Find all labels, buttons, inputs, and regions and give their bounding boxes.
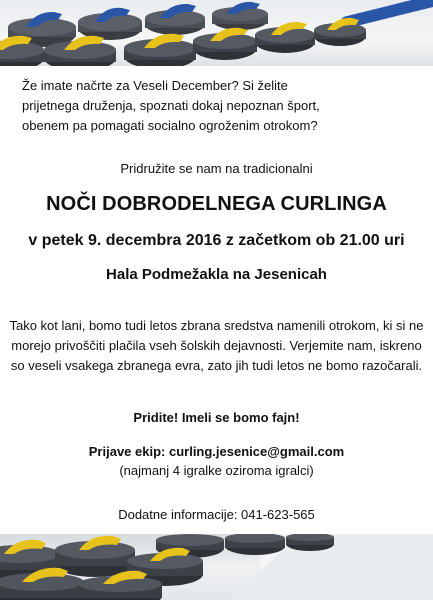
- team-signup-note: (najmanj 4 igralke oziroma igralci): [119, 463, 314, 478]
- curling-stones-bottom-illustration: [0, 534, 433, 600]
- invite-line: Pridružite se nam na tradicionalni: [120, 161, 313, 176]
- intro-paragraph: Že imate načrte za Veseli December? Si želite prijetnega druženja, spoznati dokaj nepoznan šport, obenem pa pomagati socialno ogroženim otrokom?: [22, 78, 320, 133]
- cheer-line: Pridite! Imeli se bomo fajn!: [133, 410, 300, 425]
- event-date: v petek 9. decembra 2016 z začetkom ob 21.00 uri: [28, 232, 405, 249]
- event-venue: Hala Podmežakla na Jesenicah: [106, 266, 327, 283]
- team-signup-line: Prijave ekip: curling.jesenice@gmail.com: [88, 444, 345, 459]
- contact-info: Dodatne informacije: 041-623-565: [118, 507, 315, 522]
- body-paragraph: Tako kot lani, bomo tudi letos zbrana sredstva namenili otrokom, ki si ne morejo privoščiti plačila vseh šolskih dejavnosti. Verjemite nam, iskreno so veseli vsakega zbranega evra, zato jih tudi letos ne bomo razočarali.: [9, 318, 424, 373]
- curling-stones-top-photo: [0, 0, 433, 66]
- curling-stones-bottom-photo: [0, 534, 433, 600]
- event-title: NOČI DOBRODELNEGA CURLINGA: [46, 193, 387, 215]
- flyer-content: [0, 66, 433, 534]
- curling-stones-top-illustration: [0, 0, 433, 66]
